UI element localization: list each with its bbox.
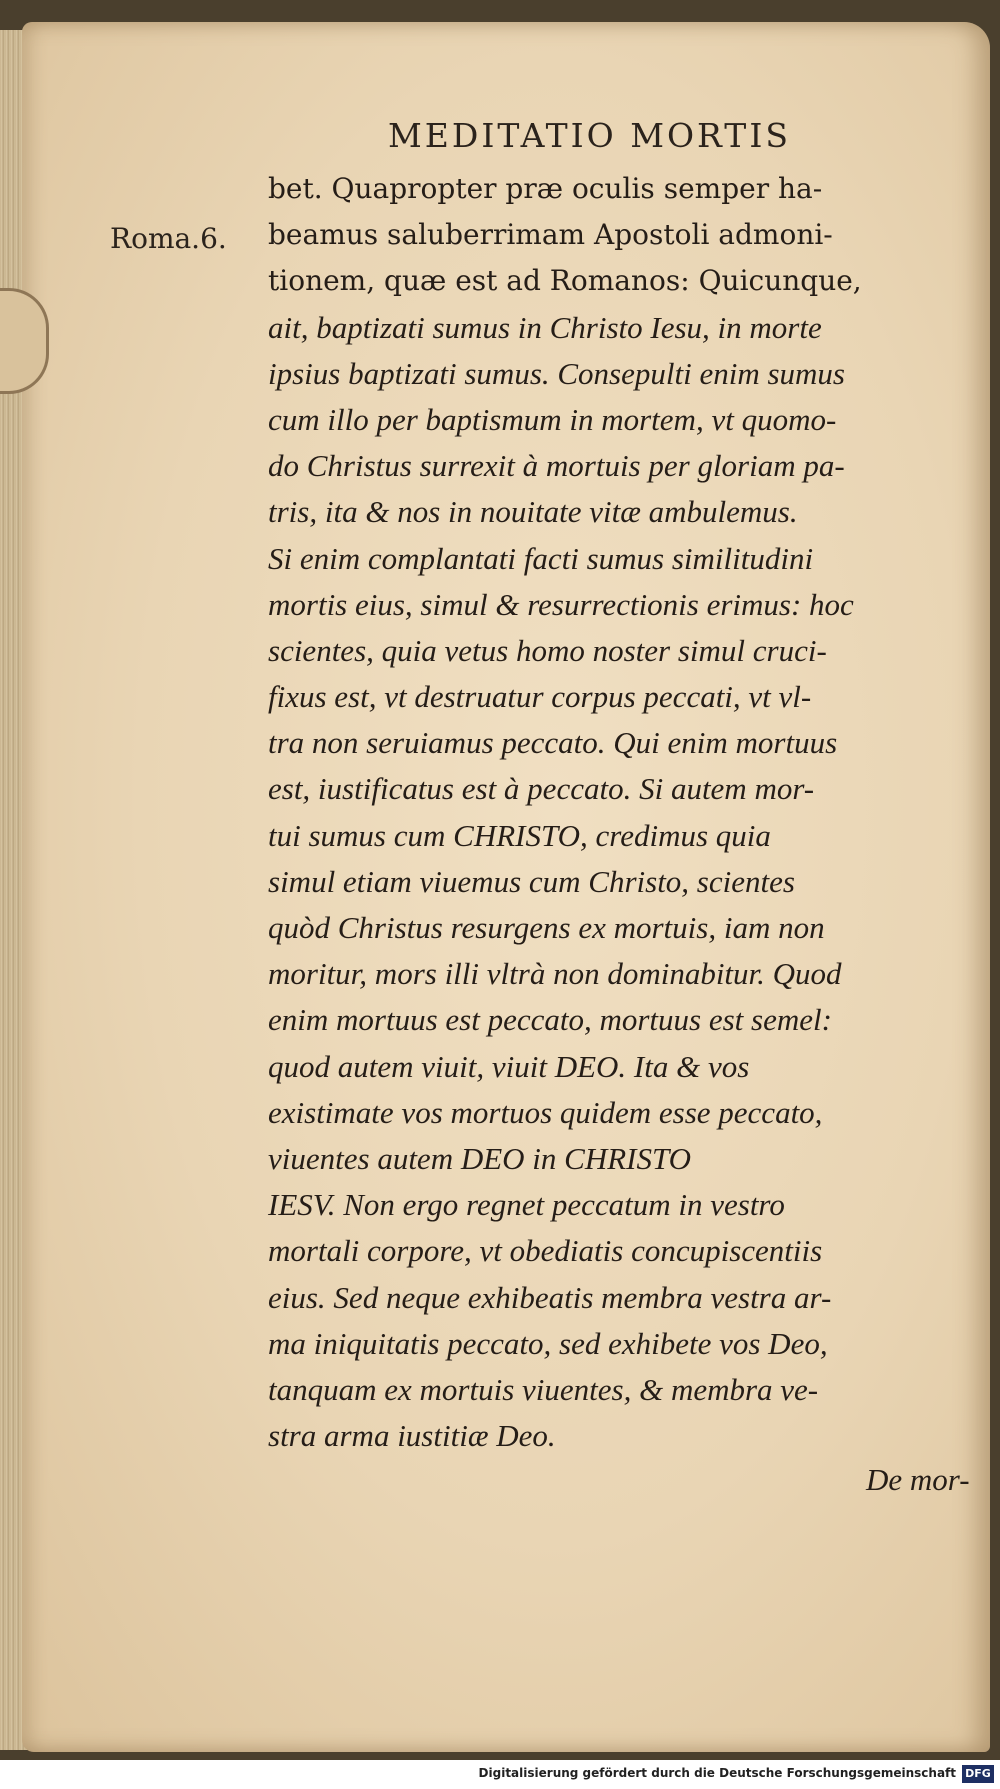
text-line: tionem, quæ est ad Romanos: Quicunque, <box>268 264 862 298</box>
text-line: quod autem viuit, viuit DEO. Ita & vos <box>268 1048 750 1084</box>
text-line: tris, ita & nos in nouitate vitæ ambulemus. <box>268 494 798 530</box>
text-line: beamus saluberrimam Apostoli admoni- <box>268 218 833 252</box>
text-line: mortali corpore, vt obediatis concupiscentiis <box>268 1233 823 1269</box>
text-line: stra arma iustitiæ Deo. <box>268 1418 556 1454</box>
margin-note: Roma.6. <box>110 222 227 255</box>
text-line: ma iniquitatis peccato, sed exhibete vos Deo, <box>268 1325 828 1361</box>
catchword: De mor- <box>866 1462 970 1497</box>
text-line: tanquam ex mortuis viuentes, & membra ve- <box>268 1371 819 1407</box>
footer-bar <box>0 1760 1000 1789</box>
text-line: cum illo per baptismum in mortem, vt quomo- <box>268 401 837 437</box>
running-header: MEDITATIO MORTIS <box>388 116 791 155</box>
footer-credit: Digitalisierung gefördert durch die Deutsche Forschungsgemeinschaft <box>478 1766 956 1780</box>
text-line: ait, baptizati sumus in Christo Iesu, in morte <box>268 309 822 345</box>
text-line: existimate vos mortuos quidem esse peccato, <box>268 1094 823 1130</box>
text-line: fixus est, vt destruatur corpus peccati, vt vl- <box>268 679 812 715</box>
dfg-logo: DFG <box>962 1765 994 1783</box>
text-line: IESV. Non ergo regnet peccatum in vestro <box>268 1187 785 1223</box>
text-line: viuentes autem DEO in CHRISTO <box>268 1140 692 1176</box>
text-line: scientes, quia vetus homo noster simul cruci- <box>268 632 827 668</box>
text-line: simul etiam viuemus cum Christo, scientes <box>268 863 795 899</box>
body-text <box>268 166 968 1459</box>
text-line: enim mortuus est peccato, mortuus est semel: <box>268 1002 832 1038</box>
text-line: mortis eius, simul & resurrectionis erimus: hoc <box>268 586 854 622</box>
text-line: tui sumus cum CHRISTO, credimus quia <box>268 817 771 853</box>
text-line: quòd Christus resurgens ex mortuis, iam non <box>268 910 825 945</box>
text-line: ipsius baptizati sumus. Consepulti enim sumus <box>268 355 845 391</box>
text-line: Si enim complantati facti sumus similitudini <box>268 540 814 576</box>
text-line: bet. Quapropter præ oculis semper ha- <box>268 172 823 205</box>
text-line: est, iustificatus est à peccato. Si autem mor- <box>268 771 815 807</box>
text-line: eius. Sed neque exhibeatis membra vestra ar- <box>268 1279 832 1315</box>
text-line: do Christus surrexit à mortuis per gloriam pa- <box>268 448 845 484</box>
text-line: moritur, mors illi vltrà non dominabitur. Quod <box>268 956 842 992</box>
text-line: tra non seruiamus peccato. Qui enim mortuus <box>268 725 838 761</box>
